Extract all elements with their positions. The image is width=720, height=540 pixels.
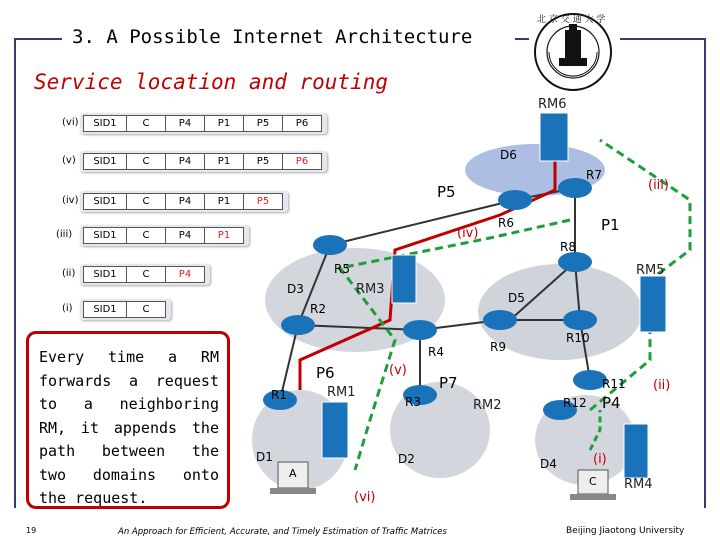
label-step-iii: (iii) [648, 178, 669, 193]
header-cell: P4 [165, 153, 205, 170]
router-r8 [558, 252, 592, 272]
label-r8: R8 [560, 240, 576, 254]
header-row-label: (iv) [62, 195, 79, 206]
label-d3: D3 [287, 282, 304, 296]
label-r11: R11 [602, 377, 626, 391]
label-host-c: C [589, 475, 597, 488]
label-rm2: RM2 [473, 398, 502, 413]
label-rm3: RM3 [356, 282, 385, 297]
route-manager-rm4 [624, 424, 648, 478]
host-c-base [570, 494, 616, 500]
label-rm1: RM1 [327, 385, 356, 400]
route-manager-rm6 [540, 113, 568, 161]
label-d6: D6 [500, 148, 517, 162]
header-cell: C [126, 266, 166, 283]
router-r2 [281, 315, 315, 335]
header-cell: P1 [204, 227, 244, 244]
label-path-p5: P5 [437, 183, 456, 201]
header-cell: P5 [243, 193, 283, 210]
header-cell: P4 [165, 227, 205, 244]
host-a-base [270, 488, 316, 494]
label-d1: D1 [256, 450, 273, 464]
header-cell: P1 [204, 115, 244, 132]
label-d4: D4 [540, 457, 557, 471]
router-r10 [563, 310, 597, 330]
header-cell: C [126, 193, 166, 210]
router-r6 [498, 190, 532, 210]
label-r4: R4 [428, 345, 444, 359]
header-row-label: (ii) [62, 268, 76, 279]
label-r7: R7 [586, 168, 602, 182]
label-path-p6: P6 [316, 364, 335, 382]
router-r5 [313, 235, 347, 255]
explanation-note: Every time a RM forwards a request to a neighboring RM, it appends the path between the two domains onto the request. [26, 331, 230, 509]
header-cell: P1 [204, 153, 244, 170]
header-cell: SID1 [83, 227, 127, 244]
label-r12: R12 [563, 396, 587, 410]
label-r1: R1 [271, 388, 287, 402]
label-step-i: (i) [593, 452, 607, 467]
label-path-p1: P1 [601, 216, 620, 234]
router-r9 [483, 310, 517, 330]
footer-citation: An Approach for Efficient, Accurate, and Timely Estimation of Traffic Matrices [118, 527, 447, 537]
router-r4 [403, 320, 437, 340]
label-path-p4: P4 [602, 394, 621, 412]
label-d5: D5 [508, 291, 525, 305]
header-row-label: (iii) [56, 229, 73, 240]
header-cell: C [126, 227, 166, 244]
header-cell: P6 [282, 153, 322, 170]
header-cell: SID1 [83, 115, 127, 132]
svg-text:北 京 交 通 大 学: 北 京 交 通 大 学 [537, 15, 606, 25]
label-rm6: RM6 [538, 97, 567, 112]
header-cell: P6 [282, 115, 322, 132]
header-cell: P4 [165, 193, 205, 210]
label-r9: R9 [490, 340, 506, 354]
header-cell: SID1 [83, 301, 127, 318]
header-row-label: (v) [62, 155, 76, 166]
header-cell: C [126, 153, 166, 170]
label-r6: R6 [498, 216, 514, 230]
header-cell: C [126, 115, 166, 132]
label-path-p7: P7 [439, 374, 458, 392]
label-r10: R10 [566, 331, 590, 345]
slide-title: 3. A Possible Internet Architecture [72, 26, 473, 48]
label-d2: D2 [398, 452, 415, 466]
label-step-v: (v) [389, 363, 407, 378]
header-cell: P4 [165, 115, 205, 132]
label-step-vi: (vi) [354, 490, 376, 505]
header-cell: P1 [204, 193, 244, 210]
header-cell: SID1 [83, 266, 127, 283]
header-cell: SID1 [83, 193, 127, 210]
header-cell: P4 [165, 266, 205, 283]
header-cell: C [126, 301, 166, 318]
label-r3: R3 [405, 395, 421, 409]
route-manager-rm5 [640, 276, 666, 332]
label-rm4: RM4 [624, 477, 653, 492]
label-rm5: RM5 [636, 263, 665, 278]
header-cell: SID1 [83, 153, 127, 170]
header-cell: P5 [243, 153, 283, 170]
label-host-a: A [289, 467, 297, 480]
page-number: 19 [26, 526, 37, 535]
header-cell: P5 [243, 115, 283, 132]
label-step-iv: (iv) [457, 226, 479, 241]
header-row-label: (vi) [62, 117, 79, 128]
label-r5: R5 [334, 262, 350, 276]
label-step-ii: (ii) [653, 378, 671, 393]
header-row-label: (i) [62, 303, 73, 314]
route-manager-rm1 [322, 402, 348, 458]
label-r2: R2 [310, 302, 326, 316]
slide-subtitle: Service location and routing [34, 70, 389, 94]
footer-university: Beijing Jiaotong University [566, 526, 685, 536]
route-manager-rm3 [392, 255, 416, 303]
